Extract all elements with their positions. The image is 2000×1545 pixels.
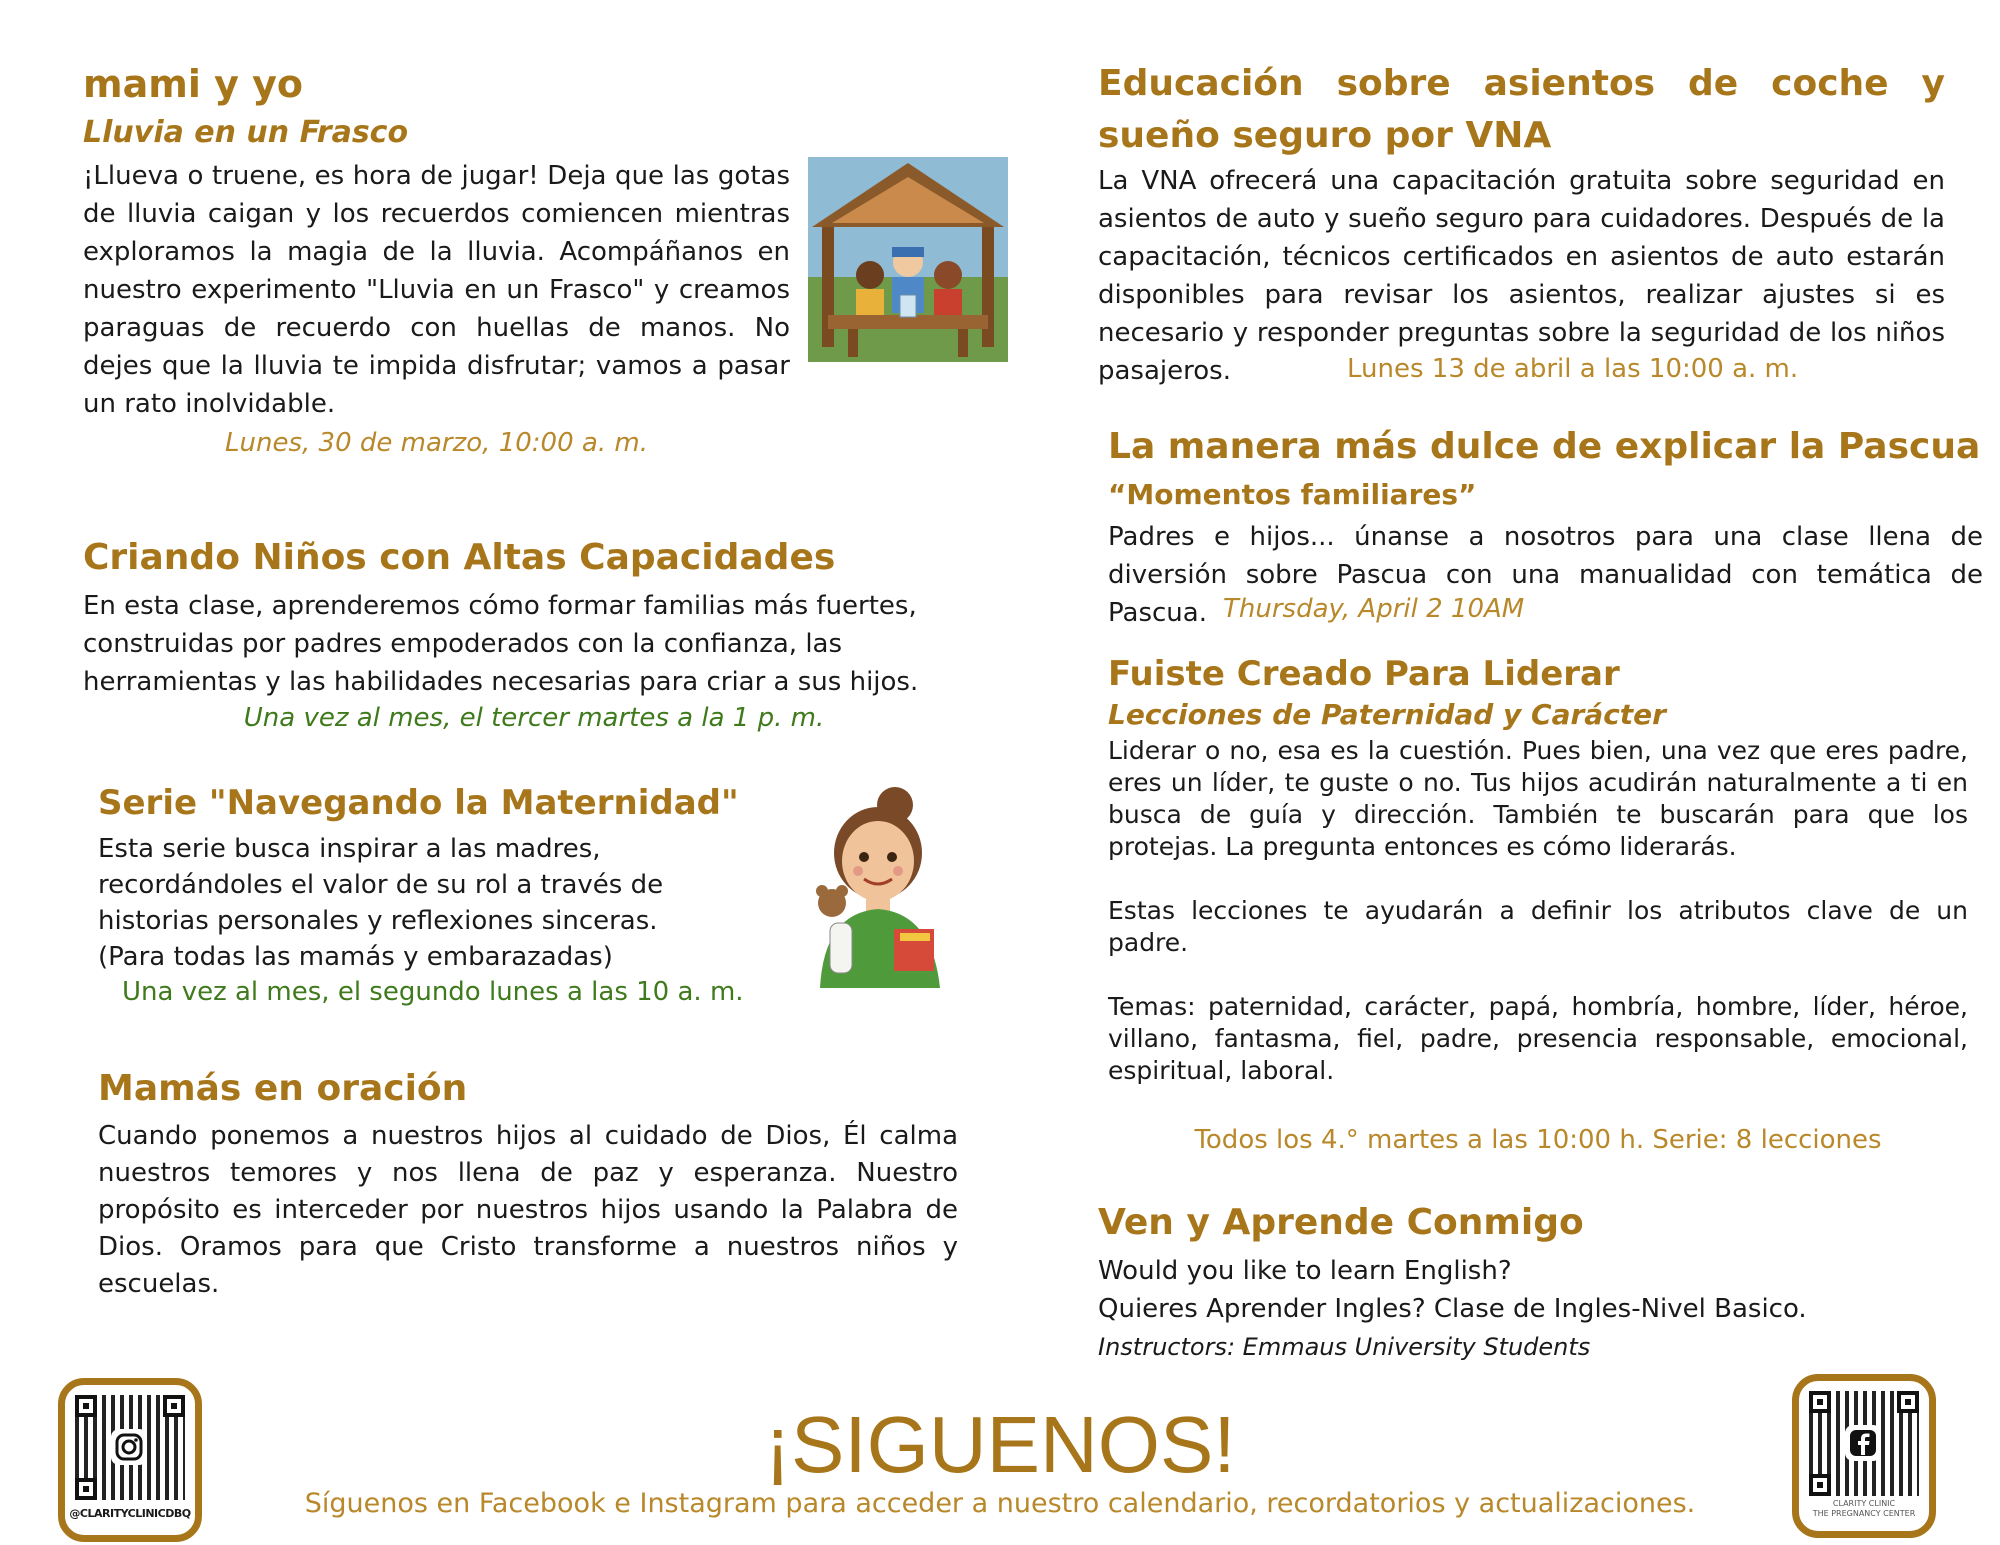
serie-date: Una vez al mes, el segundo lunes a las 10 a. m. [122, 977, 744, 1007]
oracion-title: Mamás en oración [98, 1068, 468, 1109]
children-gazebo-illustration [808, 157, 1008, 362]
pascua-body: Padres e hijos... únanse a nosotros para una clase llena de diversión sobre Pascua con una manualidad con temática de Pascua. [1108, 522, 1983, 628]
liderar-subtitle: Lecciones de Paternidad y Carácter [1108, 698, 1666, 731]
vna-date: Lunes 13 de abril a las 10:00 a. m. [1347, 354, 1799, 384]
mother-illustration [800, 783, 950, 988]
ven-line-2: Quieres Aprender Ingles? Clase de Ingles-Nivel Basico. [1098, 1294, 1807, 1324]
instagram-icon [111, 1429, 147, 1465]
pascua-title: La manera más dulce de explicar la Pascua [1108, 426, 1981, 467]
liderar-date: Todos los 4.° martes a las 10:00 h. Serie: 8 lecciones [1194, 1125, 1882, 1155]
serie-body [98, 831, 798, 975]
instagram-qr-label: @CLARITYCLINICDBQ [69, 1507, 191, 1520]
mami-yo-subtitle: Lluvia en un Frasco [83, 115, 409, 150]
mami-yo-date: Lunes, 30 de marzo, 10:00 a. m. [225, 428, 648, 458]
qr-finder [1809, 1474, 1831, 1496]
criando-body: En esta clase, aprenderemos cómo formar familias más fuertes, construidas por padres empoderados con la confianza, las herramientas y las habilidades necesarias para criar a sus hijos. [83, 591, 919, 697]
liderar-title: Fuiste Creado Para Liderar [1108, 654, 1620, 694]
serie-line: (Para todas las mamás y embarazadas) [98, 942, 613, 972]
ven-line-1: Would you like to learn English? [1098, 1256, 1512, 1286]
siguenos-title: ¡SIGUENOS! [764, 1400, 1236, 1489]
ven-title: Ven y Aprende Conmigo [1098, 1202, 1584, 1243]
qr-finder [163, 1395, 185, 1417]
mami-yo-body: ¡Llueva o truene, es hora de jugar! Deja que las gotas de lluvia caigan y los recuerdos comiencen mientras exploramos la magia de la lluvia. Acompáñanos en nuestro experimento "Lluvia en un Frasco" y creamos paraguas de recuerdo con huellas de manos. No dejes que la lluvia te impida disfrutar; vamos a pasar un rato inolvidable. [83, 161, 790, 419]
qr-finder [1809, 1391, 1831, 1413]
facebook-qr-code[interactable] [1792, 1374, 1936, 1538]
liderar-paragraph-3: Temas: paternidad, carácter, papá, hombría, hombre, líder, héroe, villano, fantasma, fiel, padre, presencia responsable, emocional, espiritual, laboral. [1108, 992, 1968, 1085]
serie-line: recordándoles el valor de su rol a través de [98, 870, 664, 900]
qr-label-line: CLARITY CLINIC [1832, 1499, 1896, 1508]
liderar-paragraph-2: Estas lecciones te ayudarán a definir los atributos clave de un padre. [1108, 896, 1968, 957]
oracion-body: Cuando ponemos a nuestros hijos al cuidado de Dios, Él calma nuestros temores y nos llena de paz y esperanza. Nuestro propósito es interceder por nuestros hijos usando la Palabra de Dios. Oramos para que Cristo transforme a nuestros niños y escuelas. [98, 1121, 958, 1299]
facebook-qr-label [1799, 1499, 1929, 1519]
serie-line: historias personales y reflexiones sinceras. [98, 906, 658, 936]
vna-title: Educación sobre asientos de coche y sueño seguro por VNA [1098, 63, 1945, 156]
vna-body: La VNA ofrecerá una capacitación gratuita sobre seguridad en asientos de auto y sueño seguro para cuidadores. Después de la capacitación, técnicos certificados en asientos de auto estarán disponibles para revisar los asientos, realizar ajustes si es necesario y responder preguntas sobre la seguridad de los niños pasajeros. [1098, 166, 1945, 386]
facebook-icon [1845, 1425, 1881, 1461]
mami-yo-title: mami y yo [83, 62, 303, 106]
ven-line-3: Instructors: Emmaus University Students [1098, 1333, 1591, 1361]
siguenos-subtitle: Síguenos en Facebook e Instagram para acceder a nuestro calendario, recordatorios y actualizaciones. [304, 1488, 1696, 1519]
liderar-paragraph-1: Liderar o no, esa es la cuestión. Pues bien, una vez que eres padre, eres un líder, te guste o no. Tus hijos acudirán naturalmente a ti en busca de guía y dirección. También te buscarán para que los protejas. La pregunta entonces es cómo liderarás. [1108, 736, 1968, 861]
qr-label-line: THE PREGNANCY CENTER [1812, 1509, 1916, 1518]
instagram-qr-code[interactable] [58, 1378, 202, 1542]
serie-line: Esta serie busca inspirar a las madres, [98, 834, 601, 864]
qr-finder [75, 1395, 97, 1417]
criando-date: Una vez al mes, el tercer martes a la 1 p. m. [243, 703, 825, 733]
pascua-subtitle: “Momentos familiares” [1108, 478, 1477, 511]
qr-finder [75, 1478, 97, 1500]
liderar-body [1108, 735, 1968, 1087]
criando-title: Criando Niños con Altas Capacidades [83, 537, 836, 578]
pascua-date: Thursday, April 2 10AM [1223, 594, 1525, 624]
serie-title: Serie "Navegando la Maternidad" [98, 783, 739, 823]
qr-finder [1897, 1391, 1919, 1413]
